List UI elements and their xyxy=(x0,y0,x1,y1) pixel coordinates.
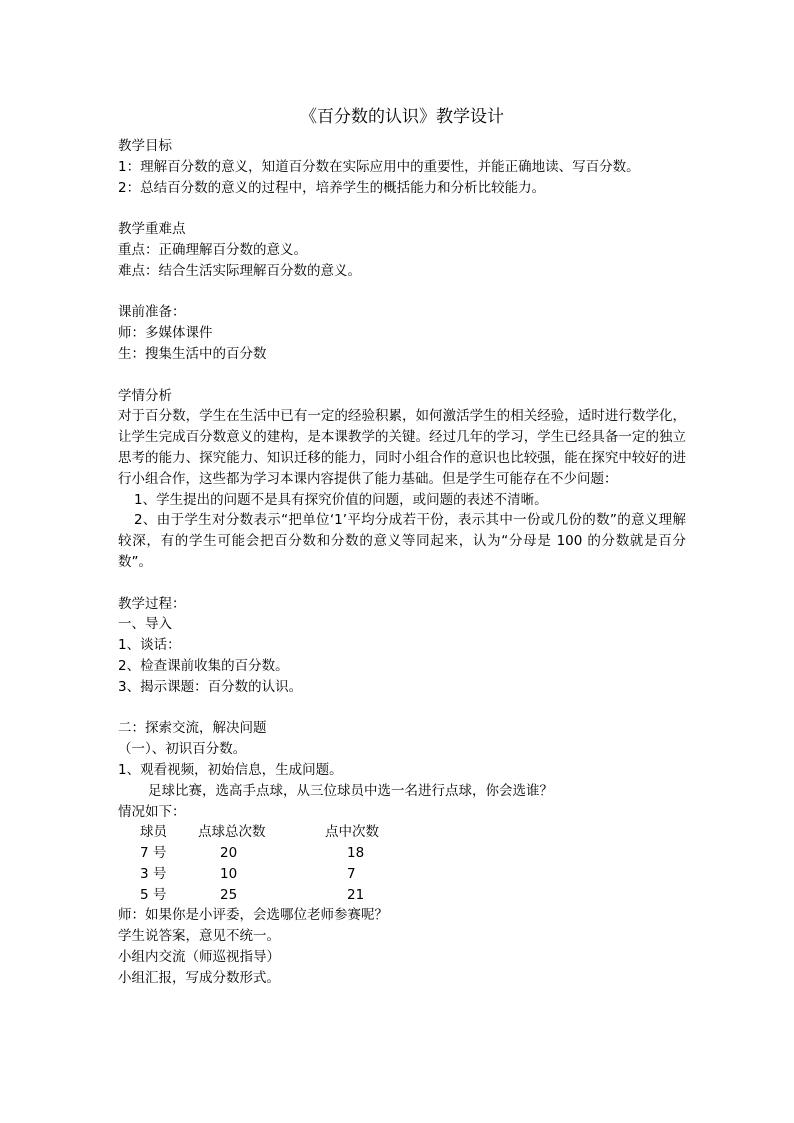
table-cell: 3 号 xyxy=(140,865,167,882)
table-cell: 18 xyxy=(347,845,365,862)
document-title: 《百分数的认识》教学设计 xyxy=(300,107,504,127)
key-point: 重点：正确理解百分数的意义。 xyxy=(118,241,307,258)
process-note: 学生说答案，意见不统一。 xyxy=(118,928,280,945)
spacer xyxy=(118,698,686,719)
process-note: 小组汇报，写成分数形式。 xyxy=(118,969,280,986)
table-row xyxy=(140,843,437,864)
section-heading-analysis: 学情分析 xyxy=(118,387,172,404)
table-row xyxy=(140,864,437,885)
process-item: 1、谈话： xyxy=(118,637,181,654)
goal-item: 1：理解百分数的意义，知道百分数在实际应用中的重要性，并能正确地读、写百分数。 xyxy=(118,158,640,175)
table-row xyxy=(140,885,437,906)
section-heading-process: 教学过程： xyxy=(118,595,186,612)
table-cell: 5 号 xyxy=(140,886,167,903)
document-page xyxy=(118,104,686,989)
part-title: 一、导入 xyxy=(118,616,172,633)
analysis-point: 2、由于学生对分数表示“把单位‘1’平均分成若干份，表示其中一份或几份的数”的意义理解较深，有的学生可能会把百分数和分数的意义等同起来，认为“分母是 100 的分数就是百分数”。 xyxy=(118,512,686,570)
teacher-question: 师：如果你是小评委，会选哪位老师参赛呢？ xyxy=(118,907,388,924)
process-item: 3、揭示课题：百分数的认识。 xyxy=(118,678,303,695)
process-note: 小组内交流（师巡视指导） xyxy=(118,949,280,966)
analysis-paragraph: 对于百分数，学生在生活中已有一定的经验积累，如何激活学生的相关经验，适时进行数学化，让学生完成百分数意义的建构，是本课教学的关键。经过几年的学习，学生已经具备一定的独立思考的能力、探究能力、知识迁移的能力，同时小组合作的意识也比较强，能在探究中较好的进行小组合作，这些都为学习本课内容提供了能力基础。但是学生可能存在不少问题： xyxy=(118,408,686,487)
process-step: 1、观看视频，初始信息，生成问题。 xyxy=(118,761,343,778)
table-cell: 21 xyxy=(347,886,365,903)
prep-item: 生：搜集生活中的百分数 xyxy=(118,345,267,362)
penalty-stats-table xyxy=(140,822,437,905)
goal-item: 2：总结百分数的意义的过程中，培养学生的概括能力和分析比较能力。 xyxy=(118,179,546,196)
spacer xyxy=(118,198,686,219)
prep-item: 师：多媒体课件 xyxy=(118,325,213,342)
table-header: 点球总次数 xyxy=(198,824,266,841)
process-item: 2、检查课前收集的百分数。 xyxy=(118,657,289,674)
table-cell: 20 xyxy=(220,845,238,862)
spacer xyxy=(118,282,686,303)
question-text: 足球比赛，选高手点球，从三位球员中选一名进行点球，你会选谁？ xyxy=(148,782,553,799)
table-cell: 25 xyxy=(220,886,238,903)
table-cell: 7 xyxy=(347,865,356,882)
table-header: 球员 xyxy=(140,824,167,841)
situation-label: 情况如下： xyxy=(118,803,186,820)
section-heading-prep: 课前准备： xyxy=(118,304,186,321)
spacer xyxy=(118,573,686,594)
spacer xyxy=(118,365,686,386)
table-cell: 7 号 xyxy=(140,845,167,862)
difficult-point: 难点：结合生活实际理解百分数的意义。 xyxy=(118,262,361,279)
table-header-row xyxy=(140,822,437,843)
subsection-title: （一）、初识百分数。 xyxy=(118,741,247,758)
part-title: 二：探索交流，解决问题 xyxy=(118,720,267,737)
analysis-point: 1、学生提出的问题不是具有探究价值的问题，或问题的表述不清晰。 xyxy=(134,491,548,508)
table-header: 点中次数 xyxy=(325,824,379,841)
table-cell: 10 xyxy=(220,865,238,882)
section-heading-goals: 教学目标 xyxy=(118,138,172,154)
section-heading-keys: 教学重难点 xyxy=(118,221,186,238)
